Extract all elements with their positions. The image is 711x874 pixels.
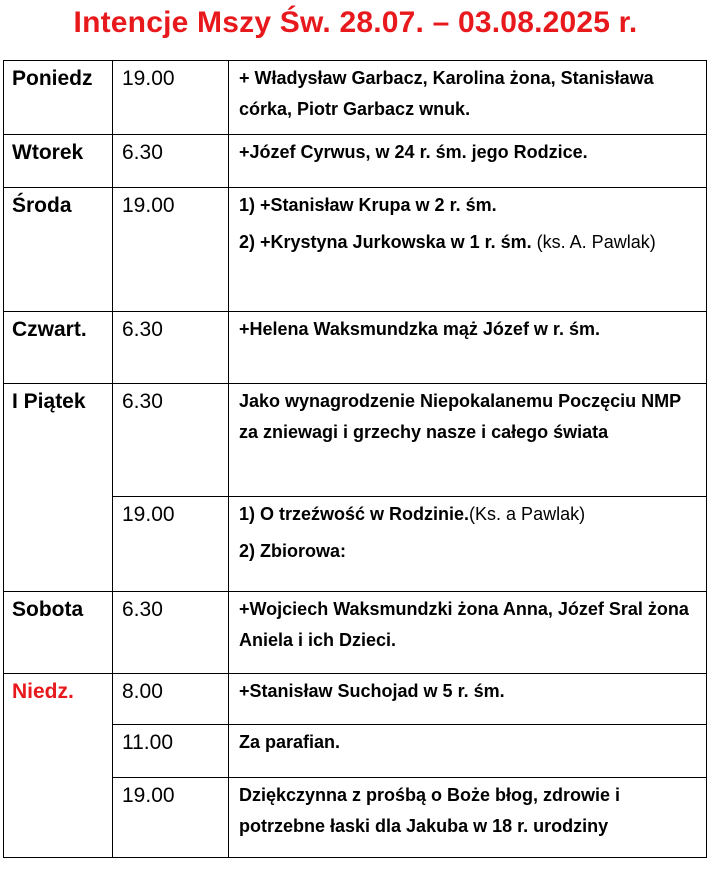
intention-text-1: 1) +Stanisław Krupa w 2 r. śm. bbox=[239, 195, 497, 215]
day-cell: Środa bbox=[4, 188, 113, 312]
intention-main: 2) +Krystyna Jurkowska w 1 r. śm. bbox=[239, 232, 532, 252]
day-cell: Niedz. bbox=[4, 674, 113, 858]
intention-text: +Józef Cyrwus, w 24 r. śm. jego Rodzice. bbox=[239, 142, 588, 162]
intention-text: +Wojciech Waksmundzki żona Anna, Józef Sral żona Aniela i ich Dzieci. bbox=[239, 599, 689, 650]
mass-intentions-table bbox=[3, 60, 707, 858]
intention-main: 1) O trzeźwość w Rodzinie. bbox=[239, 504, 470, 524]
intention-text: +Stanisław Suchojad w 5 r. śm. bbox=[239, 681, 505, 701]
hour-cell: 6.30 bbox=[113, 384, 229, 497]
intention-cell bbox=[229, 674, 707, 725]
hour-cell: 19.00 bbox=[113, 188, 229, 312]
table-row-saturday bbox=[4, 592, 707, 674]
table-row-wednesday bbox=[4, 188, 707, 312]
hour-cell: 11.00 bbox=[113, 725, 229, 778]
intention-note: (Ks. a Pawlak) bbox=[469, 504, 586, 524]
intention-note: (ks. A. Pawlak) bbox=[536, 232, 656, 252]
intention-cell bbox=[229, 188, 707, 312]
hour-cell: 19.00 bbox=[113, 61, 229, 135]
intention-text: Za parafian. bbox=[239, 732, 341, 752]
intention-cell bbox=[229, 312, 707, 384]
day-cell: I Piątek bbox=[4, 384, 113, 592]
day-cell: Poniedz bbox=[4, 61, 113, 135]
table-row-thursday bbox=[4, 312, 707, 384]
intention-text-1 bbox=[239, 499, 700, 530]
intention-text: Jako wynagrodzenie Niepokalanemu Poczęciu NMP za zniewagi i grzechy nasze i całego świata bbox=[239, 391, 681, 442]
intention-text: Dziękczynna z prośbą o Boże błog, zdrowie i potrzebne łaski dla Jakuba w 18 r. urodziny bbox=[239, 785, 621, 836]
day-cell: Wtorek bbox=[4, 135, 113, 188]
intention-cell bbox=[229, 497, 707, 592]
day-cell: Sobota bbox=[4, 592, 113, 674]
hour-cell: 19.00 bbox=[113, 778, 229, 858]
day-cell: Czwart. bbox=[4, 312, 113, 384]
table-row-tuesday bbox=[4, 135, 707, 188]
intention-text-2 bbox=[239, 227, 700, 258]
intention-cell bbox=[229, 592, 707, 674]
hour-cell: 19.00 bbox=[113, 497, 229, 592]
hour-cell: 8.00 bbox=[113, 674, 229, 725]
intention-cell bbox=[229, 778, 707, 858]
intention-text-2: 2) Zbiorowa: bbox=[239, 541, 346, 561]
intention-cell bbox=[229, 384, 707, 497]
intention-cell bbox=[229, 725, 707, 778]
table-row-friday-1 bbox=[4, 384, 707, 497]
hour-cell: 6.30 bbox=[113, 135, 229, 188]
intention-text: + Władysław Garbacz, Karolina żona, Stanisława córka, Piotr Garbacz wnuk. bbox=[239, 68, 654, 119]
intention-cell bbox=[229, 61, 707, 135]
intention-cell bbox=[229, 135, 707, 188]
intention-text: +Helena Waksmundzka mąż Józef w r. śm. bbox=[239, 319, 600, 339]
table-row-monday bbox=[4, 61, 707, 135]
hour-cell: 6.30 bbox=[113, 592, 229, 674]
page-title: Intencje Mszy Św. 28.07. – 03.08.2025 r. bbox=[73, 6, 638, 39]
table-row-sunday-1 bbox=[4, 674, 707, 725]
hour-cell: 6.30 bbox=[113, 312, 229, 384]
